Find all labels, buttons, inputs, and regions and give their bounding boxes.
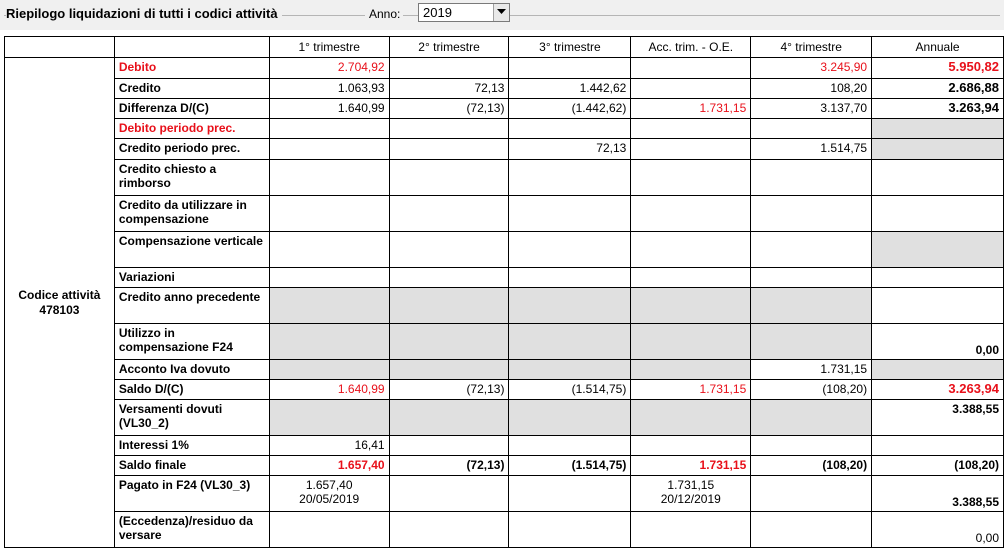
- cell-annual-disabled: [872, 119, 1004, 139]
- cell-annual[interactable]: 3.263,94: [872, 380, 1004, 400]
- cell-q1[interactable]: [269, 139, 389, 160]
- cell-acc[interactable]: [631, 58, 751, 79]
- paid-date: 20/12/2019: [660, 492, 721, 506]
- cell-annual[interactable]: [872, 160, 1004, 196]
- row-label: Saldo D/(C): [114, 380, 269, 400]
- cell-q1-disabled: [269, 288, 389, 324]
- row-label: Debito periodo prec.: [114, 119, 269, 139]
- cell-acc-disabled: [631, 360, 751, 380]
- cell-q3[interactable]: (1.514,75): [509, 380, 631, 400]
- row-label: (Eccedenza)/residuo da versare: [114, 512, 269, 548]
- cell-q1[interactable]: 16,41: [269, 436, 389, 456]
- paid-amount: 1.731,15: [667, 478, 715, 492]
- cell-q3[interactable]: [509, 119, 631, 139]
- table-row: [5, 119, 1004, 139]
- cell-acc-disabled: [631, 288, 751, 324]
- cell-q4[interactable]: (108,20): [751, 380, 872, 400]
- row-label: Interessi 1%: [114, 436, 269, 456]
- cell-q1-disabled: [269, 400, 389, 436]
- cell-q4[interactable]: (108,20): [751, 456, 872, 476]
- cell-q3[interactable]: [509, 232, 631, 268]
- cell-annual-disabled: [872, 360, 1004, 380]
- cell-q1[interactable]: 1.640,99: [269, 380, 389, 400]
- cell-acc[interactable]: [631, 232, 751, 268]
- cell-annual-disabled: [872, 232, 1004, 268]
- cell-q2[interactable]: (72,13): [389, 380, 509, 400]
- table-row: [5, 400, 1004, 436]
- cell-annual[interactable]: (108,20): [872, 456, 1004, 476]
- cell-q2-disabled: [389, 360, 509, 380]
- table-row: [5, 476, 1004, 512]
- row-label: Differenza D/(C): [114, 99, 269, 119]
- cell-acc-disabled: [631, 400, 751, 436]
- cell-acc[interactable]: [631, 268, 751, 288]
- cell-q3[interactable]: 1.442,62: [509, 79, 631, 99]
- cell-q4[interactable]: [751, 512, 872, 548]
- row-label: Debito: [114, 58, 269, 79]
- cell-q3[interactable]: (1.514,75): [509, 456, 631, 476]
- cell-q3[interactable]: [509, 196, 631, 232]
- cell-annual[interactable]: [872, 268, 1004, 288]
- activity-code-cell: Codice attività 478103: [5, 58, 115, 548]
- cell-q1[interactable]: [269, 476, 389, 512]
- cell-q3[interactable]: [509, 58, 631, 79]
- cell-q1[interactable]: [269, 268, 389, 288]
- table-row: [5, 160, 1004, 196]
- cell-q4[interactable]: [751, 196, 872, 232]
- table-row: [5, 512, 1004, 548]
- cell-q3[interactable]: [509, 512, 631, 548]
- cell-acc[interactable]: 1.731,15: [631, 456, 751, 476]
- cell-q3[interactable]: [509, 436, 631, 456]
- cell-q2[interactable]: [389, 436, 509, 456]
- cell-q2[interactable]: 72,13: [389, 79, 509, 99]
- cell-q2[interactable]: [389, 476, 509, 512]
- cell-q4-disabled: [751, 324, 872, 360]
- cell-annual[interactable]: 3.388,55: [872, 400, 1004, 436]
- cell-q2[interactable]: [389, 160, 509, 196]
- table-row: [5, 380, 1004, 400]
- header-label-column: [114, 37, 269, 58]
- cell-acc[interactable]: [631, 119, 751, 139]
- cell-q4[interactable]: [751, 268, 872, 288]
- cell-q1[interactable]: [269, 119, 389, 139]
- cell-annual[interactable]: [872, 288, 1004, 324]
- cell-acc[interactable]: [631, 196, 751, 232]
- cell-q4[interactable]: 1.731,15: [751, 360, 872, 380]
- column-header[interactable]: 3° trimestre: [509, 37, 631, 58]
- cell-q2[interactable]: [389, 139, 509, 160]
- cell-q4[interactable]: [751, 232, 872, 268]
- paid-date: 20/05/2019: [299, 492, 360, 506]
- column-header[interactable]: 2° trimestre: [389, 37, 509, 58]
- column-header[interactable]: Acc. trim. - O.E.: [631, 37, 751, 58]
- table-row: [5, 324, 1004, 360]
- summary-table: [4, 36, 1004, 548]
- cell-q2[interactable]: (72,13): [389, 456, 509, 476]
- cell-q3-disabled: [509, 288, 631, 324]
- cell-annual[interactable]: [872, 436, 1004, 456]
- dropdown-button[interactable]: [493, 4, 509, 21]
- row-label: Versamenti dovuti (VL30_2): [114, 400, 269, 436]
- table-row: [5, 139, 1004, 160]
- cell-q4[interactable]: 3.245,90: [751, 58, 872, 79]
- cell-q4[interactable]: [751, 160, 872, 196]
- cell-annual[interactable]: 0,00: [872, 512, 1004, 548]
- page-title: Riepilogo liquidazioni di tutti i codici attività: [6, 6, 282, 22]
- cell-q3[interactable]: [509, 160, 631, 196]
- cell-q2[interactable]: [389, 512, 509, 548]
- cell-q4[interactable]: 3.137,70: [751, 99, 872, 119]
- cell-q1-disabled: [269, 324, 389, 360]
- cell-annual[interactable]: 0,00: [872, 324, 1004, 360]
- table-row: [5, 436, 1004, 456]
- cell-q1[interactable]: [269, 512, 389, 548]
- cell-q4[interactable]: [751, 436, 872, 456]
- year-dropdown[interactable]: [418, 3, 510, 22]
- cell-q3[interactable]: [509, 476, 631, 512]
- cell-q1[interactable]: [269, 196, 389, 232]
- year-label: Anno:: [365, 6, 403, 22]
- cell-acc[interactable]: 1.731,15: [631, 380, 751, 400]
- table-row: [5, 232, 1004, 268]
- cell-q4[interactable]: 108,20: [751, 79, 872, 99]
- cell-q2-disabled: [389, 288, 509, 324]
- row-label: Compensazione verticale: [114, 232, 269, 268]
- cell-annual[interactable]: [872, 196, 1004, 232]
- cell-q4-disabled: [751, 400, 872, 436]
- row-label: Pagato in F24 (VL30_3): [114, 476, 269, 512]
- cell-q2[interactable]: [389, 58, 509, 79]
- chevron-down-icon: [497, 9, 506, 15]
- cell-q1[interactable]: 1.063,93: [269, 79, 389, 99]
- cell-q1[interactable]: [269, 232, 389, 268]
- cell-q1[interactable]: 1.657,40: [269, 456, 389, 476]
- row-label: Credito da utilizzare in compensazione: [114, 196, 269, 232]
- cell-q2-disabled: [389, 324, 509, 360]
- toolbar: [0, 0, 1004, 30]
- paid-amount: 1.657,40: [305, 478, 353, 492]
- cell-q1[interactable]: 1.640,99: [269, 99, 389, 119]
- table-row: [5, 79, 1004, 99]
- table-row: [5, 58, 1004, 79]
- year-value: 2019: [423, 5, 452, 20]
- table-row: [5, 196, 1004, 232]
- header-corner: [5, 37, 115, 58]
- row-label: Credito anno precedente: [114, 288, 269, 324]
- row-label: Variazioni: [114, 268, 269, 288]
- cell-q2-disabled: [389, 400, 509, 436]
- cell-acc[interactable]: [631, 436, 751, 456]
- cell-acc[interactable]: [631, 512, 751, 548]
- row-label: Saldo finale: [114, 456, 269, 476]
- column-header[interactable]: 1° trimestre: [269, 37, 389, 58]
- cell-q4-disabled: [751, 288, 872, 324]
- cell-q3-disabled: [509, 360, 631, 380]
- table-row: [5, 99, 1004, 119]
- cell-q2[interactable]: [389, 119, 509, 139]
- cell-q2[interactable]: [389, 232, 509, 268]
- cell-q3-disabled: [509, 400, 631, 436]
- row-label: Acconto Iva dovuto: [114, 360, 269, 380]
- row-label: Utilizzo in compensazione F24: [114, 324, 269, 360]
- cell-q3-disabled: [509, 324, 631, 360]
- cell-q1-disabled: [269, 360, 389, 380]
- cell-acc[interactable]: [631, 160, 751, 196]
- column-header[interactable]: 4° trimestre: [751, 37, 872, 58]
- cell-q3[interactable]: 72,13: [509, 139, 631, 160]
- cell-q3[interactable]: (1.442,62): [509, 99, 631, 119]
- cell-q2[interactable]: [389, 268, 509, 288]
- table-row: [5, 456, 1004, 476]
- cell-annual[interactable]: 3.388,55: [872, 476, 1004, 512]
- cell-annual[interactable]: 2.686,88: [872, 79, 1004, 99]
- header-row: [5, 37, 1004, 58]
- cell-acc[interactable]: [631, 79, 751, 99]
- cell-q4[interactable]: 1.514,75: [751, 139, 872, 160]
- table-row: [5, 360, 1004, 380]
- cell-acc[interactable]: 1.731,15: [631, 99, 751, 119]
- cell-q4[interactable]: [751, 119, 872, 139]
- row-label: Credito chiesto a rimborso: [114, 160, 269, 196]
- cell-annual[interactable]: 3.263,94: [872, 99, 1004, 119]
- cell-q4[interactable]: [751, 476, 872, 512]
- cell-annual-disabled: [872, 139, 1004, 160]
- cell-q1[interactable]: [269, 160, 389, 196]
- column-header[interactable]: Annuale: [872, 37, 1004, 58]
- row-label: Credito periodo prec.: [114, 139, 269, 160]
- cell-q1[interactable]: 2.704,92: [269, 58, 389, 79]
- cell-acc-disabled: [631, 324, 751, 360]
- cell-acc[interactable]: [631, 139, 751, 160]
- cell-annual[interactable]: 5.950,82: [872, 58, 1004, 79]
- cell-q2[interactable]: (72,13): [389, 99, 509, 119]
- table-row: [5, 288, 1004, 324]
- cell-acc[interactable]: [631, 476, 751, 512]
- cell-q2[interactable]: [389, 196, 509, 232]
- table-row: [5, 268, 1004, 288]
- row-label: Credito: [114, 79, 269, 99]
- cell-q3[interactable]: [509, 268, 631, 288]
